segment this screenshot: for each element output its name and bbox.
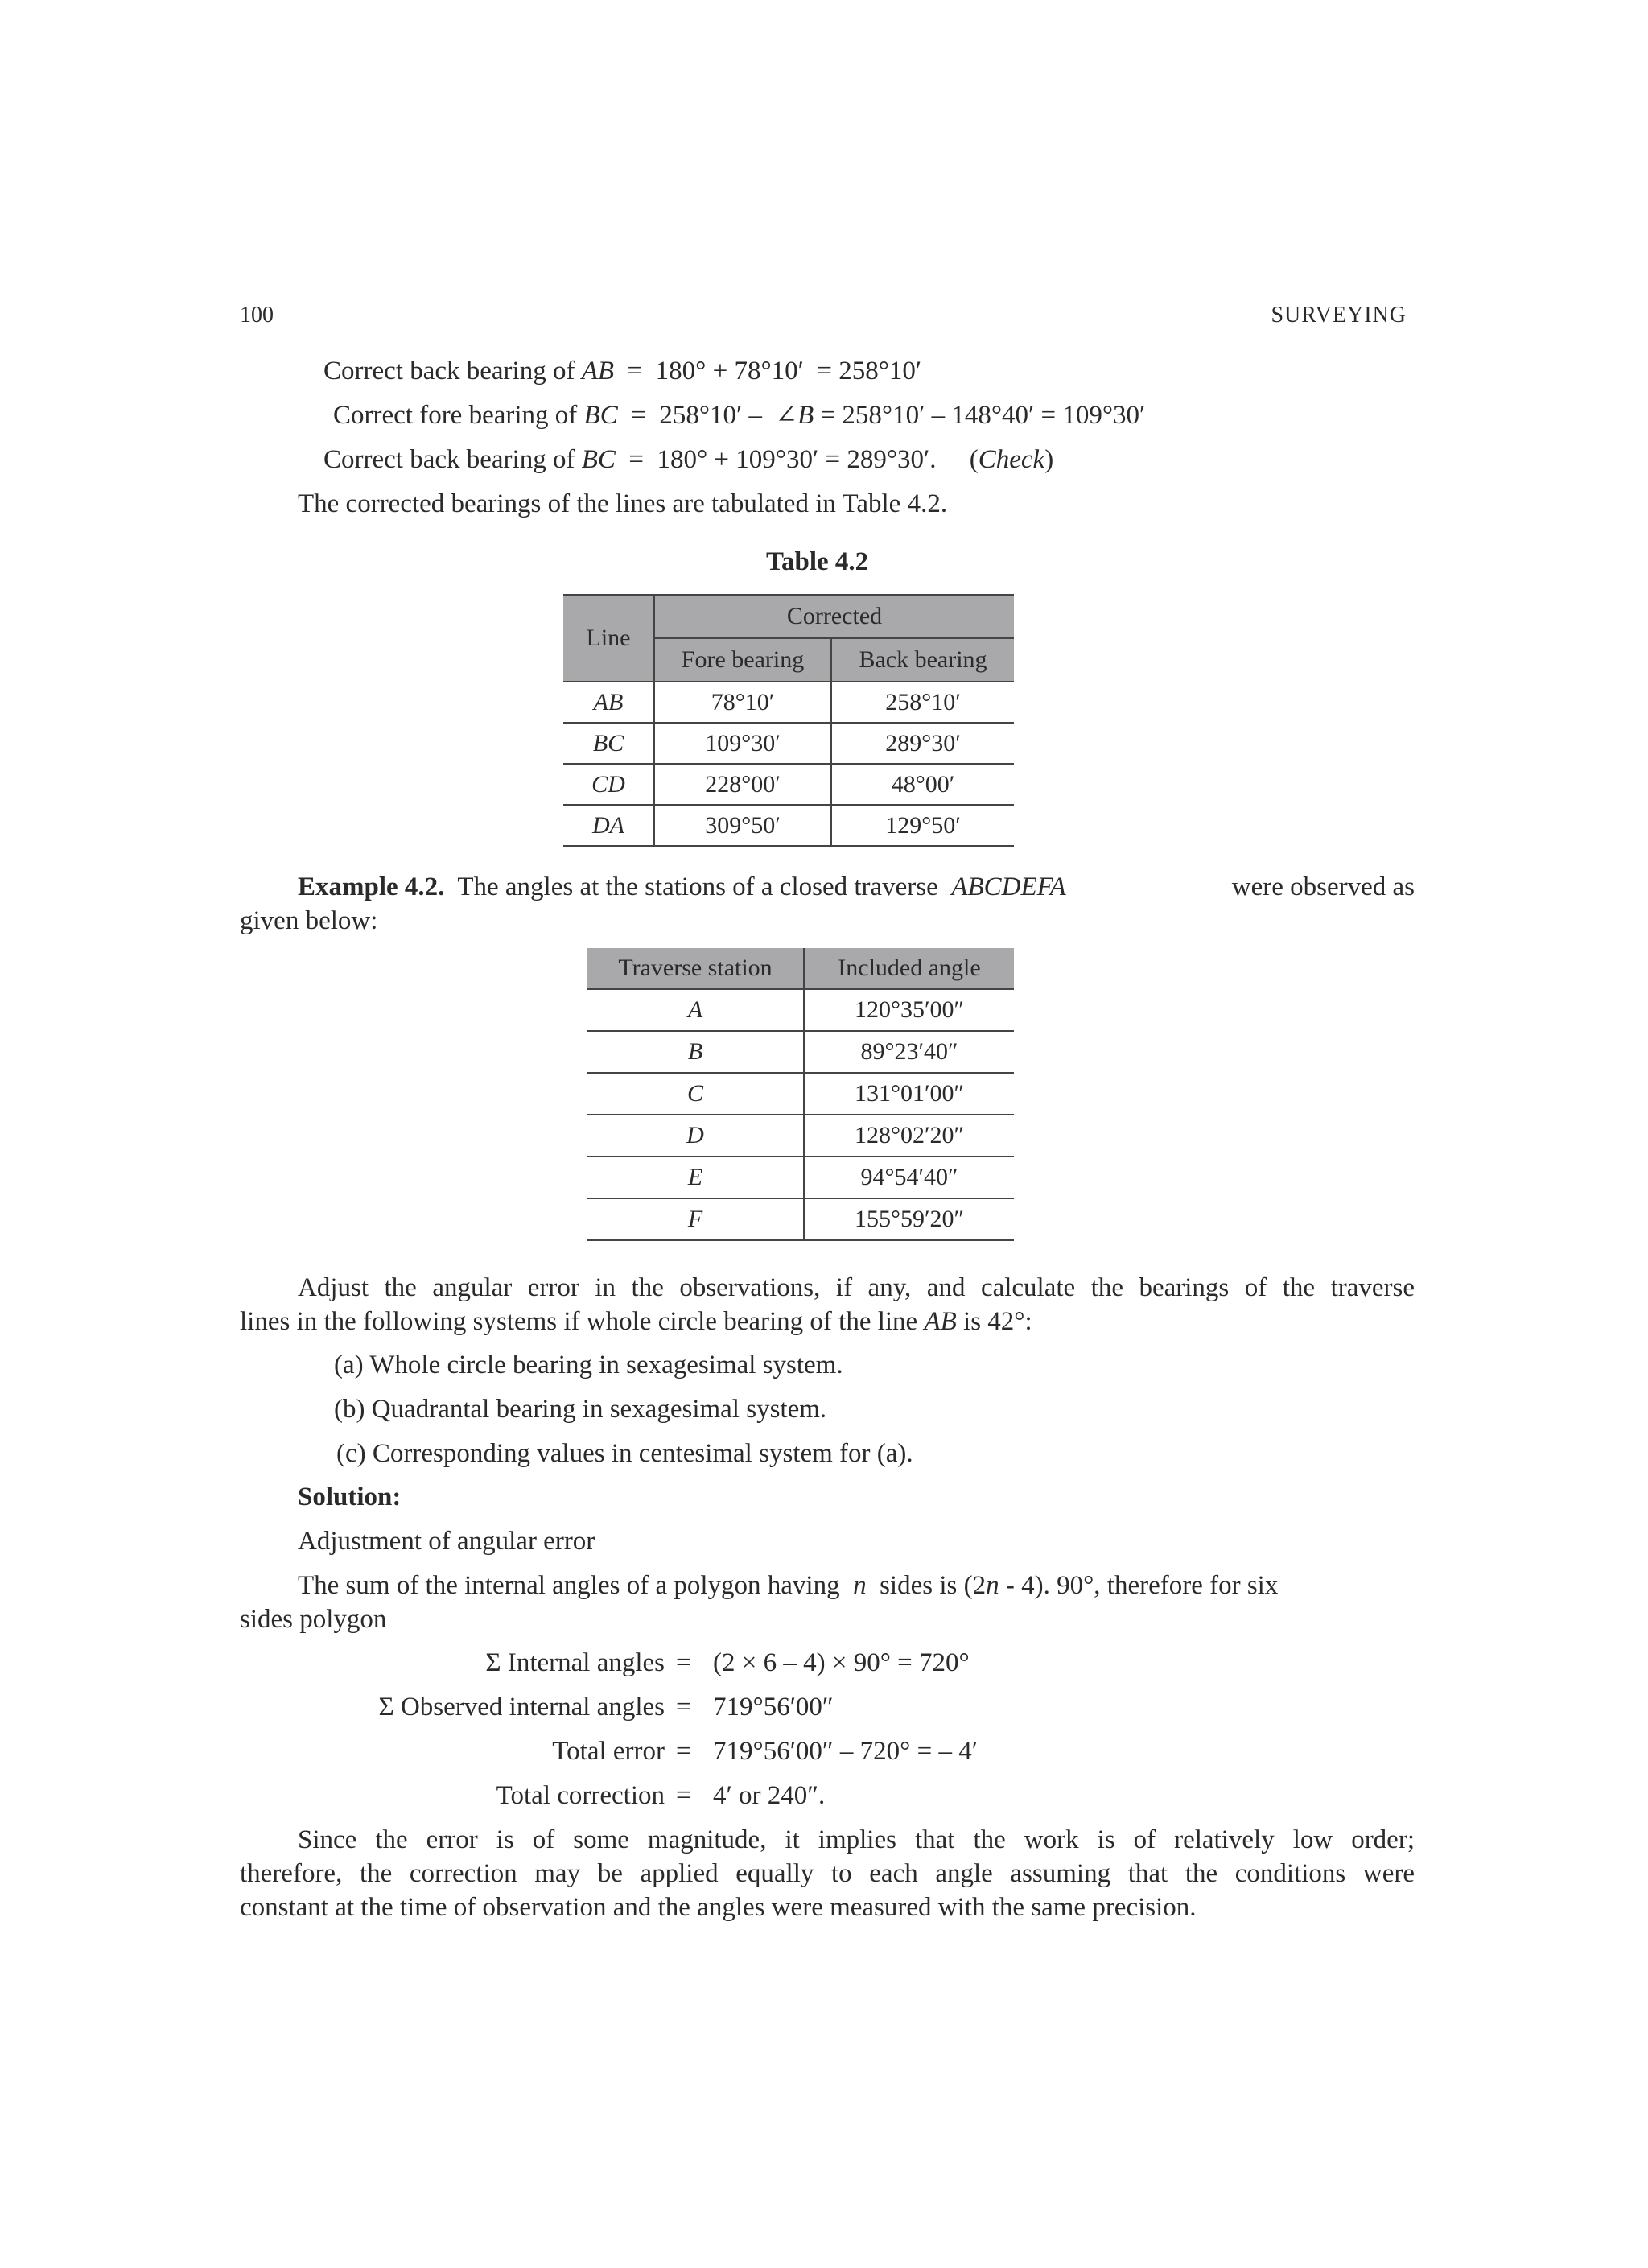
cell-angle: 155°59′20″ — [804, 1198, 1014, 1240]
table-caption: Table 4.2 — [766, 547, 869, 576]
example-label: Example 4.2. — [298, 872, 445, 901]
bearing-rhs: 180° + 78°10′ — [655, 357, 804, 386]
cell-angle: 89°23′40″ — [804, 1031, 1014, 1073]
equals-sign: = — [676, 1693, 691, 1722]
equals-sign: = — [676, 1781, 691, 1810]
table-row — [563, 805, 1014, 846]
equation-left: Total error — [552, 1737, 665, 1766]
cell-line: DA — [563, 805, 654, 846]
bearing-angle: ∠B — [775, 401, 814, 430]
equation-left: Σ Internal angles — [485, 1648, 665, 1677]
bearing-line: BC — [581, 445, 616, 474]
equation-left: Σ Observed internal angles — [378, 1693, 665, 1722]
bearing-rhs: 180° + 109°30′ = 289°30′. — [657, 445, 937, 474]
cell-fore: 309°50′ — [654, 805, 831, 846]
table-row — [563, 723, 1014, 764]
table-row — [587, 1031, 1014, 1073]
sum-text: - 4). 90°, therefore for six — [1005, 1571, 1279, 1600]
check-close: ) — [1044, 445, 1054, 474]
equals-sign: = — [676, 1737, 691, 1766]
col-header-corrected: Corrected — [654, 595, 1014, 638]
bearing-row: Correct fore bearing of BC = 258°10′ – ∠B = 258°10′ – 148°40′ = 109°30′ — [333, 401, 1146, 430]
cell-station: A — [587, 989, 804, 1031]
sum-text: sides is (2 — [880, 1571, 987, 1600]
bearing-row: Correct back bearing of BC = 180° + 109°30′ = 289°30′. (Check) — [323, 445, 1054, 474]
option-a: (a) Whole circle bearing in sexagesimal system. — [334, 1350, 843, 1379]
option-c: (c) Corresponding values in centesimal system for (a). — [336, 1439, 913, 1468]
cell-angle: 120°35′00″ — [804, 989, 1014, 1031]
cell-line: AB — [563, 682, 654, 723]
equation-right: 719°56′00″ – 720° = – 4′ — [713, 1737, 978, 1766]
adjust-line-ab: AB — [924, 1307, 957, 1336]
sum-n: n — [853, 1571, 867, 1600]
col-header-station: Traverse station — [587, 948, 804, 989]
cell-station: F — [587, 1198, 804, 1240]
cell-line: CD — [563, 764, 654, 805]
bearing-line: AB — [581, 357, 615, 386]
table-row — [587, 1115, 1014, 1157]
cell-station: D — [587, 1115, 804, 1157]
bearing-line: BC — [583, 401, 618, 430]
closing-line-1: Since the error is of some magnitude, it implies that the work is of relatively low order; — [298, 1825, 1415, 1854]
cell-fore: 78°10′ — [654, 682, 831, 723]
bearing-label: Correct back bearing of — [323, 445, 575, 474]
cell-fore: 228°00′ — [654, 764, 831, 805]
option-b: (b) Quadrantal bearing in sexagesimal system. — [334, 1395, 827, 1424]
page-number: 100 — [240, 303, 274, 328]
adjust-text-end: is 42°: — [963, 1307, 1032, 1336]
bearing-label: Correct fore bearing of — [333, 401, 578, 430]
cell-station: C — [587, 1073, 804, 1115]
cell-station: E — [587, 1157, 804, 1198]
col-header-line: Line — [563, 595, 654, 682]
tabulated-text: The corrected bearings of the lines are tabulated in Table 4.2. — [298, 489, 948, 518]
cell-station: B — [587, 1031, 804, 1073]
corrected-bearings-table — [563, 594, 1014, 847]
sum-line-2: sides polygon — [240, 1605, 387, 1634]
table-row — [587, 1073, 1014, 1115]
bearing-result: = 258°10′ – 148°40′ = 109°30′ — [820, 401, 1146, 430]
adjust-line-1: Adjust the angular error in the observations, if any, and calculate the bearings of the traverse — [298, 1273, 1415, 1302]
solution-subheading: Adjustment of angular error — [298, 1527, 595, 1556]
check-open: ( — [969, 445, 978, 474]
example-text: The angles at the stations of a closed traverse — [457, 872, 938, 901]
table-row — [587, 1157, 1014, 1198]
equation-right: 719°56′00″ — [713, 1693, 834, 1722]
cell-angle: 94°54′40″ — [804, 1157, 1014, 1198]
table-row — [563, 682, 1014, 723]
col-header-fore: Fore bearing — [654, 638, 831, 682]
example-text-end: were observed as — [1231, 872, 1415, 901]
example-traverse: ABCDEFA — [951, 872, 1066, 901]
equation-right: 4′ or 240″. — [713, 1781, 826, 1810]
cell-back: 289°30′ — [831, 723, 1014, 764]
table-row — [587, 1198, 1014, 1240]
cell-line: BC — [563, 723, 654, 764]
example-line — [298, 871, 1415, 903]
table-row — [587, 989, 1014, 1031]
cell-fore: 109°30′ — [654, 723, 831, 764]
sum-line-1 — [298, 1569, 1415, 1602]
bearing-result: = 258°10′ — [817, 357, 922, 386]
equation-right: (2 × 6 – 4) × 90° = 720° — [713, 1648, 970, 1677]
bearing-label: Correct back bearing of — [323, 357, 575, 386]
cell-angle: 131°01′00″ — [804, 1073, 1014, 1115]
col-header-angle: Included angle — [804, 948, 1014, 989]
included-angles-table — [587, 948, 1014, 1241]
col-header-back: Back bearing — [831, 638, 1014, 682]
example-line-2: given below: — [240, 906, 378, 935]
closing-line-2: therefore, the correction may be applied equally to each angle assuming that the conditions were — [240, 1859, 1415, 1888]
closing-line-3: constant at the time of observation and the angles were measured with the same precision. — [240, 1893, 1197, 1922]
equals-sign: = — [676, 1648, 691, 1677]
solution-heading: Solution: — [298, 1482, 402, 1511]
bearing-rhs: 258°10′ – — [659, 401, 762, 430]
table-row — [563, 764, 1014, 805]
bearing-row: Correct back bearing of AB = 180° + 78°10′ = 258°10′ — [323, 357, 922, 386]
running-head: SURVEYING — [1271, 303, 1407, 328]
adjust-text: lines in the following systems if whole circle bearing of the line — [240, 1307, 918, 1336]
sum-n: n — [986, 1571, 999, 1600]
adjust-line-2 — [240, 1305, 1032, 1338]
cell-back: 258°10′ — [831, 682, 1014, 723]
check-note: Check — [978, 445, 1045, 474]
cell-back: 48°00′ — [831, 764, 1014, 805]
equation-left: Total correction — [496, 1781, 665, 1810]
cell-back: 129°50′ — [831, 805, 1014, 846]
sum-text: The sum of the internal angles of a polygon having — [298, 1571, 840, 1600]
cell-angle: 128°02′20″ — [804, 1115, 1014, 1157]
